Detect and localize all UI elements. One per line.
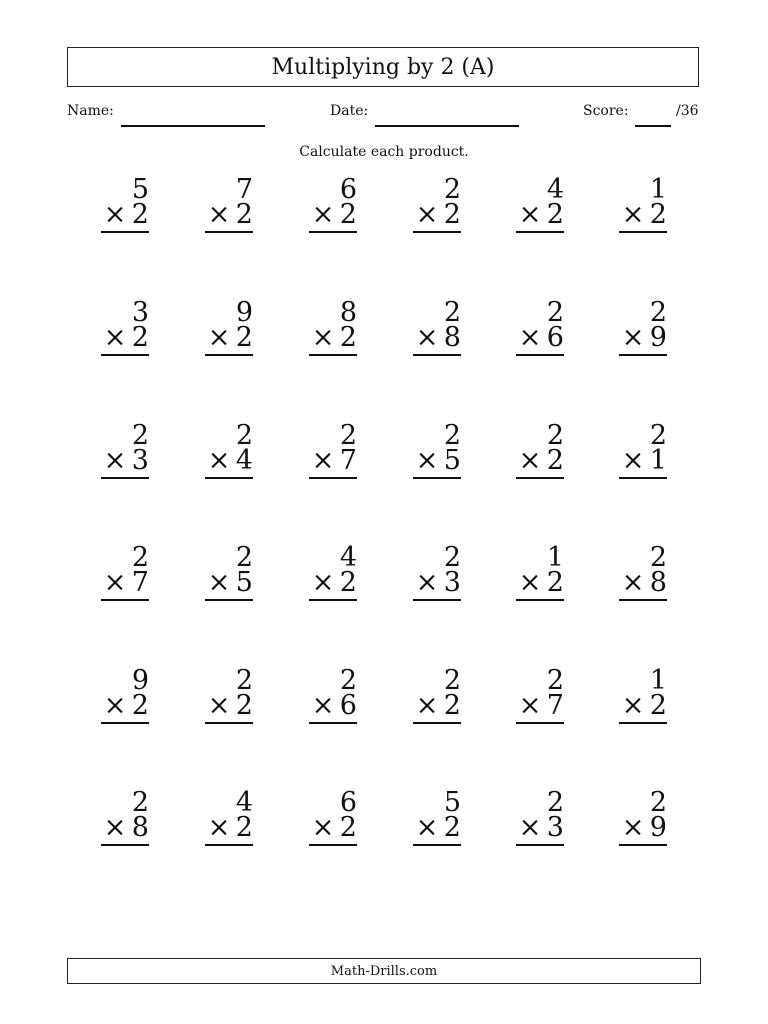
problem-5-6 xyxy=(605,667,667,727)
multiplicand: 2 xyxy=(443,420,461,451)
multiplicand: 2 xyxy=(443,665,461,696)
multiplier: × 2 xyxy=(207,690,253,721)
multiplicand: 5 xyxy=(131,174,149,205)
multiplier: × 5 xyxy=(207,567,253,598)
multiplicand: 2 xyxy=(546,297,564,328)
answer-line[interactable] xyxy=(205,354,253,356)
instructions-text: Calculate each product. xyxy=(299,144,469,160)
problem-5-4 xyxy=(399,667,461,727)
score-total: /36 xyxy=(676,103,699,119)
multiplicand: 4 xyxy=(339,542,357,573)
multiplicand: 6 xyxy=(339,787,357,818)
problem-4-1 xyxy=(87,544,149,604)
multiplier: × 6 xyxy=(311,690,357,721)
problem-2-2 xyxy=(191,299,253,359)
multiplicand: 2 xyxy=(235,665,253,696)
answer-line[interactable] xyxy=(413,844,461,846)
answer-line[interactable] xyxy=(205,477,253,479)
worksheet-title: Multiplying by 2 (A) xyxy=(271,54,495,80)
answer-line[interactable] xyxy=(101,844,149,846)
problem-6-6 xyxy=(605,789,667,849)
multiplier: × 2 xyxy=(311,812,357,843)
multiplier: × 4 xyxy=(207,445,253,476)
answer-line[interactable] xyxy=(619,354,667,356)
answer-line[interactable] xyxy=(309,599,357,601)
multiplier: × 3 xyxy=(415,567,461,598)
multiplier: × 2 xyxy=(415,690,461,721)
problem-6-3 xyxy=(295,789,357,849)
multiplicand: 2 xyxy=(546,665,564,696)
answer-line[interactable] xyxy=(101,722,149,724)
answer-line[interactable] xyxy=(205,844,253,846)
problem-4-2 xyxy=(191,544,253,604)
multiplicand: 1 xyxy=(649,174,667,205)
problem-4-6 xyxy=(605,544,667,604)
problem-1-6 xyxy=(605,176,667,236)
problem-1-1 xyxy=(87,176,149,236)
multiplicand: 4 xyxy=(546,174,564,205)
multiplicand: 2 xyxy=(339,665,357,696)
footer-box xyxy=(67,958,701,984)
multiplicand: 2 xyxy=(235,542,253,573)
multiplier: × 2 xyxy=(103,199,149,230)
multiplier: × 3 xyxy=(103,445,149,476)
multiplier: × 2 xyxy=(415,199,461,230)
problem-5-5 xyxy=(502,667,564,727)
problem-3-3 xyxy=(295,422,357,482)
multiplicand: 2 xyxy=(131,420,149,451)
name-label: Name: xyxy=(67,103,114,119)
problem-3-4 xyxy=(399,422,461,482)
problem-2-4 xyxy=(399,299,461,359)
multiplier: × 2 xyxy=(415,812,461,843)
multiplicand: 2 xyxy=(649,420,667,451)
answer-line[interactable] xyxy=(205,231,253,233)
multiplicand: 2 xyxy=(443,297,461,328)
multiplier: × 8 xyxy=(415,322,461,353)
multiplier: × 2 xyxy=(518,445,564,476)
answer-line[interactable] xyxy=(619,599,667,601)
answer-line[interactable] xyxy=(413,599,461,601)
answer-line[interactable] xyxy=(309,231,357,233)
problem-4-5 xyxy=(502,544,564,604)
problem-2-1 xyxy=(87,299,149,359)
answer-line[interactable] xyxy=(619,231,667,233)
multiplicand: 2 xyxy=(131,787,149,818)
problem-2-5 xyxy=(502,299,564,359)
answer-line[interactable] xyxy=(516,477,564,479)
answer-line[interactable] xyxy=(205,722,253,724)
multiplier: × 6 xyxy=(518,322,564,353)
multiplicand: 7 xyxy=(235,174,253,205)
problem-3-2 xyxy=(191,422,253,482)
problem-2-6 xyxy=(605,299,667,359)
answer-line[interactable] xyxy=(516,354,564,356)
multiplicand: 9 xyxy=(235,297,253,328)
multiplicand: 2 xyxy=(443,542,461,573)
multiplier: × 2 xyxy=(207,812,253,843)
answer-line[interactable] xyxy=(413,231,461,233)
multiplicand: 2 xyxy=(339,420,357,451)
problem-5-1 xyxy=(87,667,149,727)
answer-line[interactable] xyxy=(516,231,564,233)
multiplicand: 4 xyxy=(235,787,253,818)
problem-5-2 xyxy=(191,667,253,727)
multiplier: × 2 xyxy=(518,567,564,598)
multiplier: × 2 xyxy=(518,199,564,230)
answer-line[interactable] xyxy=(309,354,357,356)
multiplicand: 2 xyxy=(546,787,564,818)
multiplicand: 2 xyxy=(649,297,667,328)
multiplicand: 2 xyxy=(235,420,253,451)
multiplicand: 2 xyxy=(443,174,461,205)
multiplier: × 2 xyxy=(103,322,149,353)
multiplier: × 2 xyxy=(207,322,253,353)
problem-1-3 xyxy=(295,176,357,236)
multiplier: × 8 xyxy=(621,567,667,598)
multiplicand: 5 xyxy=(443,787,461,818)
problem-4-4 xyxy=(399,544,461,604)
answer-line[interactable] xyxy=(516,722,564,724)
multiplicand: 9 xyxy=(131,665,149,696)
multiplier: × 7 xyxy=(103,567,149,598)
multiplier: × 2 xyxy=(311,322,357,353)
multiplier: × 2 xyxy=(207,199,253,230)
answer-line[interactable] xyxy=(619,722,667,724)
score-label: Score: xyxy=(583,103,629,119)
problem-3-5 xyxy=(502,422,564,482)
answer-line[interactable] xyxy=(101,354,149,356)
answer-line[interactable] xyxy=(309,477,357,479)
answer-line[interactable] xyxy=(413,722,461,724)
multiplier: × 8 xyxy=(103,812,149,843)
answer-line[interactable] xyxy=(516,599,564,601)
multiplicand: 2 xyxy=(546,420,564,451)
answer-line[interactable] xyxy=(619,477,667,479)
multiplicand: 2 xyxy=(649,787,667,818)
problem-6-5 xyxy=(502,789,564,849)
multiplicand: 3 xyxy=(131,297,149,328)
problem-6-1 xyxy=(87,789,149,849)
answer-line[interactable] xyxy=(619,844,667,846)
problem-6-4 xyxy=(399,789,461,849)
problem-3-6 xyxy=(605,422,667,482)
multiplier: × 2 xyxy=(311,567,357,598)
multiplier: × 2 xyxy=(621,199,667,230)
multiplier: × 2 xyxy=(311,199,357,230)
multiplicand: 6 xyxy=(339,174,357,205)
problem-6-2 xyxy=(191,789,253,849)
multiplicand: 2 xyxy=(649,542,667,573)
problem-5-3 xyxy=(295,667,357,727)
answer-line[interactable] xyxy=(101,231,149,233)
answer-line[interactable] xyxy=(413,354,461,356)
multiplicand: 2 xyxy=(131,542,149,573)
answer-line[interactable] xyxy=(413,477,461,479)
problem-2-3 xyxy=(295,299,357,359)
multiplicand: 1 xyxy=(649,665,667,696)
answer-line[interactable] xyxy=(309,844,357,846)
multiplicand: 1 xyxy=(546,542,564,573)
multiplier: × 7 xyxy=(518,690,564,721)
multiplier: × 1 xyxy=(621,445,667,476)
problem-1-2 xyxy=(191,176,253,236)
problem-3-1 xyxy=(87,422,149,482)
answer-line[interactable] xyxy=(101,477,149,479)
answer-line[interactable] xyxy=(205,599,253,601)
multiplicand: 8 xyxy=(339,297,357,328)
answer-line[interactable] xyxy=(101,599,149,601)
multiplier: × 7 xyxy=(311,445,357,476)
problem-4-3 xyxy=(295,544,357,604)
multiplier: × 2 xyxy=(103,690,149,721)
multiplier: × 9 xyxy=(621,322,667,353)
answer-line[interactable] xyxy=(309,722,357,724)
date-label: Date: xyxy=(330,103,369,119)
multiplier: × 5 xyxy=(415,445,461,476)
footer-site: Math-Drills.com xyxy=(330,963,438,979)
problem-1-4 xyxy=(399,176,461,236)
problem-1-5 xyxy=(502,176,564,236)
answer-line[interactable] xyxy=(516,844,564,846)
multiplier: × 3 xyxy=(518,812,564,843)
multiplier: × 9 xyxy=(621,812,667,843)
multiplier: × 2 xyxy=(621,690,667,721)
